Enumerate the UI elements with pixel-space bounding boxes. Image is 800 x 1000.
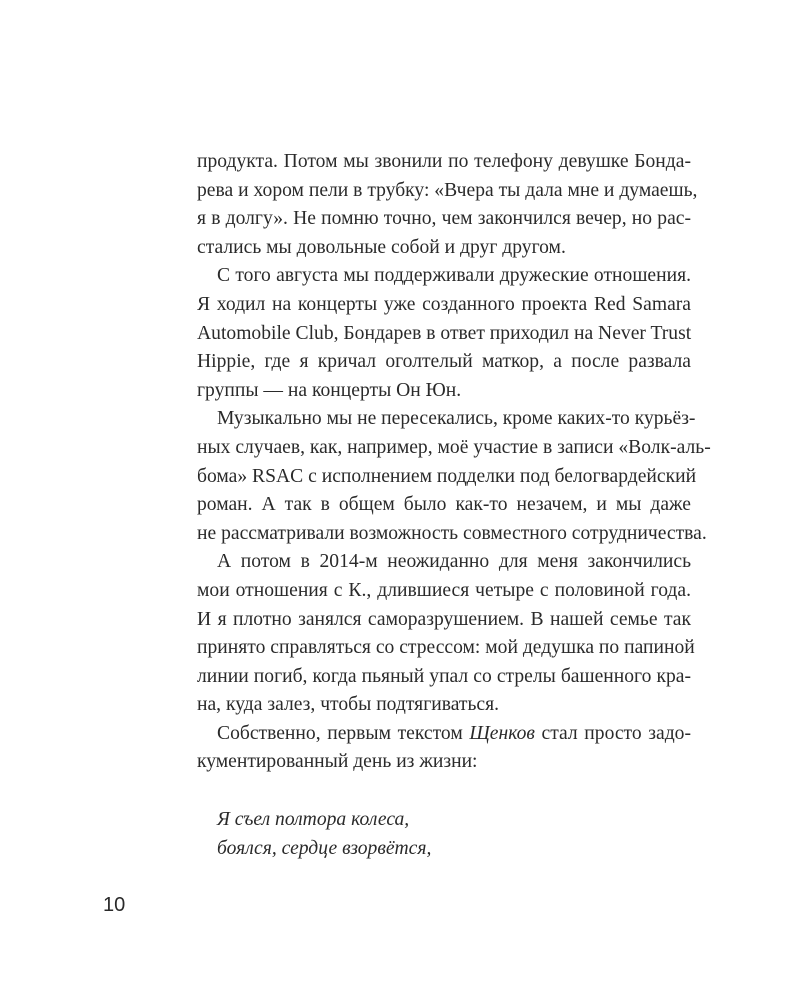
verse-line: Я съел полтора колеса, <box>217 809 410 831</box>
text-run: стал просто задо- <box>534 722 691 744</box>
text-run: Собственно, первым текстом <box>217 722 470 744</box>
text-line <box>197 720 691 749</box>
text-line: Automobile Club, Бондарев в ответ приходил на Never Trust <box>197 322 692 344</box>
body-text <box>197 148 711 863</box>
text-line: стались мы довольные собой и друг другом. <box>197 236 566 258</box>
verse-quote <box>197 806 691 863</box>
text-line: мои отношения с К., длившиеся четыре с половиной года. <box>197 579 691 601</box>
verse-line: боялся, сердце взорвётся, <box>217 837 432 859</box>
text-line: кументированный день из жизни: <box>197 751 478 773</box>
text-line: на, куда залез, чтобы подтягиваться. <box>197 694 500 716</box>
text-line: С того августа мы поддерживали дружеские отношения. <box>217 265 691 287</box>
text-line: ных случаев, как, например, моё участие в записи «Волк-аль- <box>197 436 711 458</box>
paragraph-3 <box>197 405 711 548</box>
text-line: А потом в 2014-м неожиданно для меня закончились <box>217 551 691 573</box>
text-line: я в долгу». Не помню точно, чем закончился вечер, но рас- <box>197 208 691 230</box>
text-line: Hippie, где я кричал оголтелый маткор, а после развала <box>197 351 691 373</box>
paragraph-2 <box>197 262 691 405</box>
paragraph-4 <box>197 548 695 720</box>
text-line: рева и хором пели в трубку: «Вчера ты дала мне и думаешь, <box>197 179 698 201</box>
paragraph-5 <box>197 720 691 777</box>
text-line: линии погиб, когда пьяный упал со стрелы башенного кра- <box>197 665 691 687</box>
text-line: принято справляться со стрессом: мой дедушка по папиной <box>197 637 695 659</box>
text-line: не рассматривали возможность совместного сотрудничества. <box>197 522 707 544</box>
text-line: И я плотно занялся саморазрушением. В нашей семье так <box>197 608 691 630</box>
text-line: роман. А так в общем было как-то незачем, и мы даже <box>197 494 691 516</box>
page-number: 10 <box>103 894 126 916</box>
text-line: продукта. Потом мы звонили по телефону девушке Бонда- <box>197 151 691 172</box>
italic-title: Щенков <box>469 722 535 744</box>
text-line: группы — на концерты Он Юн. <box>197 379 462 401</box>
text-line: Музыкально мы не пересекались, кроме каких-то курьёз- <box>217 408 696 430</box>
text-line: бома» RSAC с исполнением подделки под белогвардейский <box>197 465 697 487</box>
text-line: Я ходил на концерты уже созданного проекта Red Samara <box>197 293 691 315</box>
paragraph-1 <box>197 148 698 262</box>
